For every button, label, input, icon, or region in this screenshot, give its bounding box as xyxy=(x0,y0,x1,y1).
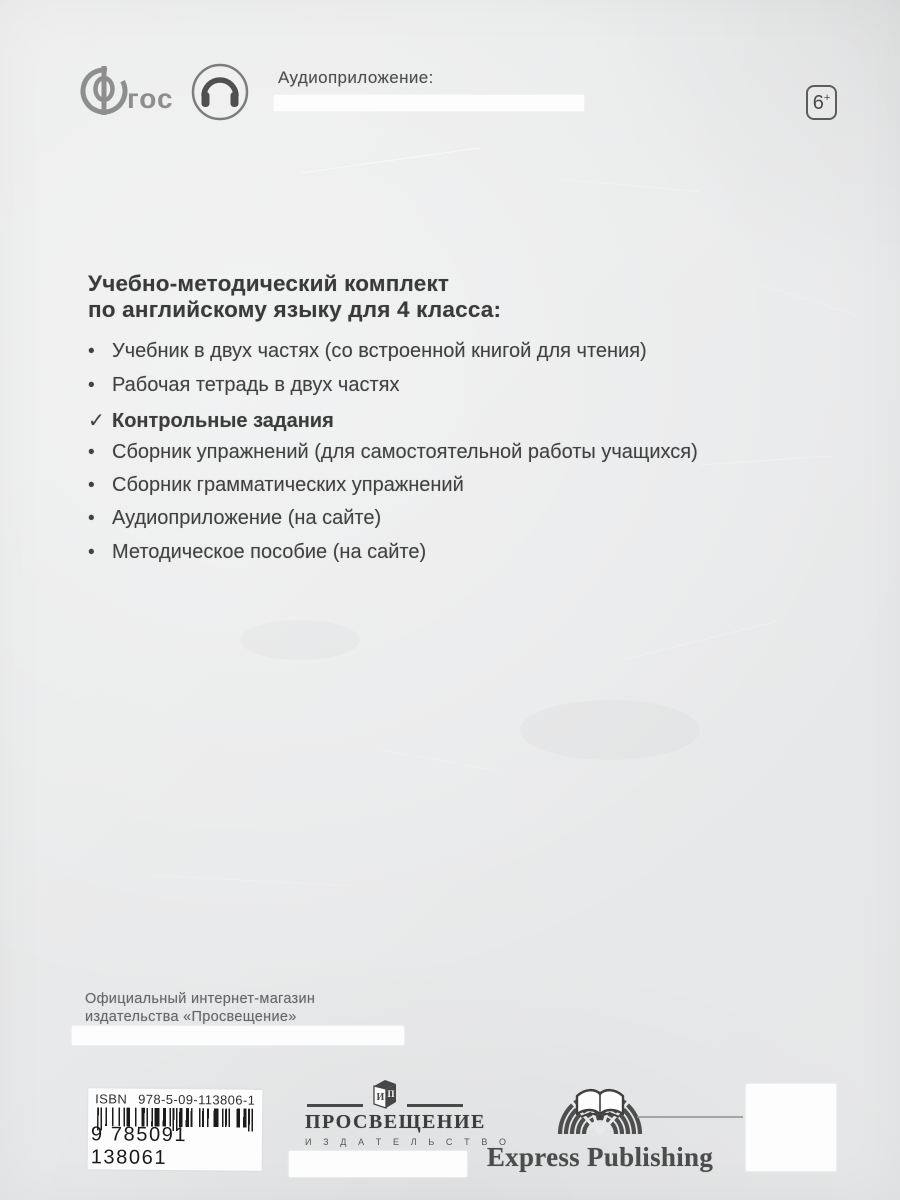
bullet-icon: • xyxy=(88,475,95,496)
age-rating-number: 6 xyxy=(812,91,824,114)
bullet-icon: • xyxy=(88,508,95,529)
isbn-label: ISBN xyxy=(95,1091,128,1107)
redacted-audio-url xyxy=(274,95,584,111)
kit-item-tests: ✓ Контрольные задания xyxy=(88,410,334,432)
redacted-prosvet-url xyxy=(289,1151,467,1177)
official-store-note xyxy=(85,990,315,1026)
barcode-digits: 9 785091 138061 xyxy=(90,1123,188,1169)
scratch-mark xyxy=(301,147,479,173)
isbn-barcode xyxy=(88,1088,263,1171)
smudge-mark xyxy=(240,620,360,660)
logo-rule-left xyxy=(307,1104,363,1107)
scratch-mark xyxy=(700,455,830,465)
kit-item-audio: • Аудиоприложение (на сайте) xyxy=(88,507,382,529)
prosvet-icon-letter-left: И xyxy=(376,1092,385,1103)
bullet-icon: • xyxy=(88,542,95,563)
headphones-icon xyxy=(190,62,250,122)
bullet-icon: • xyxy=(88,442,95,463)
scratch-mark xyxy=(622,621,777,661)
age-rating-badge xyxy=(806,85,837,120)
kit-title-line1: Учебно-методический комплект xyxy=(88,271,450,296)
scratch-mark xyxy=(560,179,700,192)
audio-app-label: Аудиоприложение: xyxy=(278,68,434,87)
store-note-line1: Официальный интернет-магазин xyxy=(85,991,316,1007)
fgos-logo-label: гос xyxy=(127,83,174,114)
kit-item-exercises: • Сборник упражнений (для самостоятельной работы учащихся) xyxy=(88,441,698,463)
redacted-store-url xyxy=(72,1026,404,1045)
express-logo-rule xyxy=(637,1116,743,1118)
age-rating-plus: + xyxy=(823,92,831,104)
bullet-icon: • xyxy=(88,341,95,362)
express-book-icon xyxy=(548,1086,652,1136)
kit-item-textbook: • Учебник в двух частях (со встроенной книгой для чтения) xyxy=(88,340,647,362)
kit-item-methodical: • Методическое пособие (на сайте) xyxy=(88,541,427,563)
prosveshchenie-subtitle: И З Д А Т Е Л Ь С Т В О xyxy=(305,1137,511,1147)
express-publishing-logo xyxy=(470,1086,730,1173)
kit-item-workbook: • Рабочая тетрадь в двух частях xyxy=(88,374,400,396)
checkmark-icon: ✓ xyxy=(88,410,105,432)
bullet-icon: • xyxy=(88,375,95,396)
redacted-bottom-right-box xyxy=(746,1084,836,1171)
isbn-number: 978-5-09-113806-1 xyxy=(138,1091,256,1108)
scratch-mark xyxy=(381,750,499,772)
prosveshchenie-logo xyxy=(305,1079,511,1147)
scratch-mark xyxy=(150,875,350,886)
kit-item-grammar: • Сборник грамматических упражнений xyxy=(88,474,464,496)
logo-rule-right xyxy=(407,1104,463,1107)
scratch-mark xyxy=(762,285,857,317)
smudge-mark xyxy=(520,700,700,760)
express-publishing-name: Express Publishing xyxy=(486,1142,714,1172)
prosvet-icon-letter-right: П xyxy=(387,1089,395,1099)
store-note-line2: издательства «Просвещение» xyxy=(85,1009,297,1025)
kit-title-line2: по английскому языку для 4 класса: xyxy=(88,297,502,322)
kit-title xyxy=(88,271,501,323)
prosveshchenie-name: ПРОСВЕЩЕНИЕ xyxy=(305,1111,486,1133)
prosveshchenie-cube-icon xyxy=(370,1079,400,1110)
fgos-logo xyxy=(76,60,176,118)
